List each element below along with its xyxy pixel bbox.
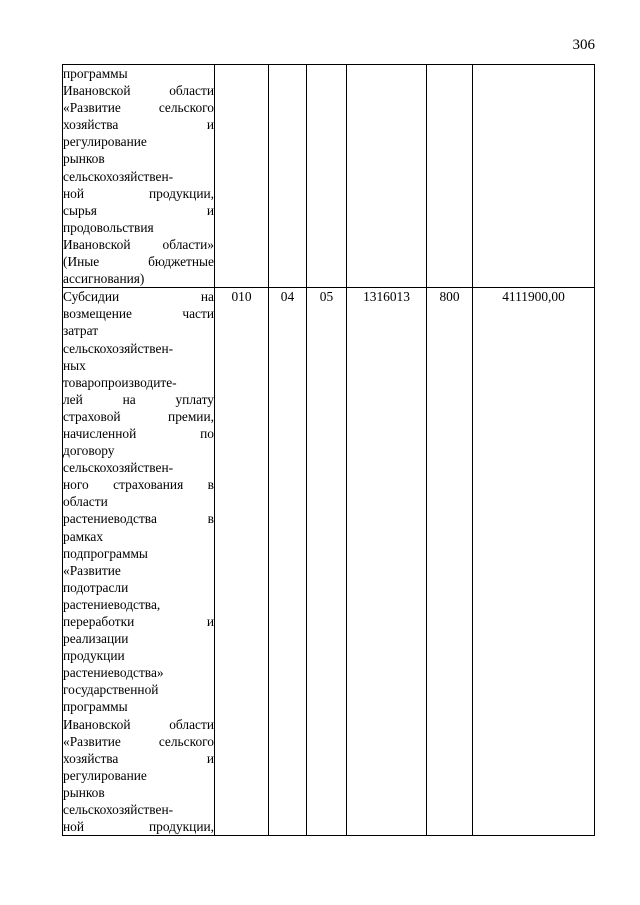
name-line: начисленной по bbox=[63, 425, 214, 441]
name-line: Субсидии на bbox=[63, 289, 214, 305]
name-line: «Развитие сельского bbox=[63, 100, 214, 116]
name-line: подотрасли bbox=[63, 579, 129, 595]
name-line: сельскохозяйствен- bbox=[63, 460, 174, 476]
table-row bbox=[63, 288, 595, 836]
name-line: лей на уплату bbox=[63, 391, 214, 407]
name-line: сырья и bbox=[63, 202, 214, 218]
name-line: затрат bbox=[63, 323, 99, 339]
name-line: регулирование bbox=[63, 767, 147, 783]
name-line: растениеводства» bbox=[63, 665, 164, 681]
table-cell-rz bbox=[269, 65, 307, 288]
name-line: Ивановской области bbox=[63, 83, 214, 99]
name-line: государственной bbox=[63, 682, 159, 698]
name-line: (Иные бюджетные bbox=[63, 254, 214, 270]
name-line: хозяйства и bbox=[63, 750, 214, 766]
table-cell-vr: 800 bbox=[427, 288, 473, 836]
name-line: Ивановской области bbox=[63, 716, 214, 732]
name-line: сельскохозяйствен- bbox=[63, 802, 174, 818]
name-line: товаропроизводите- bbox=[63, 374, 177, 390]
name-line: растениеводства, bbox=[63, 596, 161, 612]
name-line: сельскохозяйствен- bbox=[63, 168, 174, 184]
table-cell-sum bbox=[473, 65, 595, 288]
name-line: «Развитие bbox=[63, 562, 121, 578]
name-line: хозяйства и bbox=[63, 117, 214, 133]
name-line: растениеводства в bbox=[63, 511, 214, 527]
table-cell-name bbox=[63, 65, 215, 288]
name-line: сельскохозяйствен- bbox=[63, 340, 174, 356]
name-line: области bbox=[63, 494, 108, 510]
table-cell-vr bbox=[427, 65, 473, 288]
name-line: рынков bbox=[63, 151, 105, 167]
budget-table bbox=[62, 64, 595, 836]
table-cell-gr: 010 bbox=[215, 288, 269, 836]
name-line: переработки и bbox=[63, 614, 214, 629]
name-line: программы bbox=[63, 699, 128, 715]
name-line: рамках bbox=[63, 528, 104, 544]
name-line: реализации bbox=[63, 631, 129, 647]
table-cell-name bbox=[63, 288, 215, 836]
name-line: ассигнования) bbox=[63, 271, 145, 287]
page-number: 306 bbox=[572, 37, 595, 53]
name-line: подпрограммы bbox=[63, 545, 148, 561]
name-line: возмещение части bbox=[63, 306, 214, 322]
table-cell-csr: 1316013 bbox=[347, 288, 427, 836]
name-line: «Развитие сельского bbox=[63, 733, 214, 749]
table-row bbox=[63, 65, 595, 288]
name-line: программы bbox=[63, 66, 128, 81]
name-line: договору bbox=[63, 443, 115, 459]
name-line: Ивановской области» bbox=[63, 236, 214, 252]
name-line: ной продукции, bbox=[63, 185, 214, 201]
name-line: продукции bbox=[63, 648, 125, 664]
table-cell-pr: 05 bbox=[307, 288, 347, 836]
table-cell-rz: 04 bbox=[269, 288, 307, 836]
table-cell-pr bbox=[307, 65, 347, 288]
name-line: ной продукции, bbox=[63, 819, 214, 835]
name-line: продовольствия bbox=[63, 219, 154, 235]
name-line: регулирование bbox=[63, 134, 147, 150]
name-line: ного страхования в bbox=[63, 477, 214, 493]
name-line: рынков bbox=[63, 784, 105, 800]
table-cell-sum: 4111900,00 bbox=[473, 288, 595, 836]
table-cell-gr bbox=[215, 65, 269, 288]
table-cell-csr bbox=[347, 65, 427, 288]
name-line: ных bbox=[63, 357, 86, 373]
name-line: страховой премии, bbox=[63, 408, 214, 424]
